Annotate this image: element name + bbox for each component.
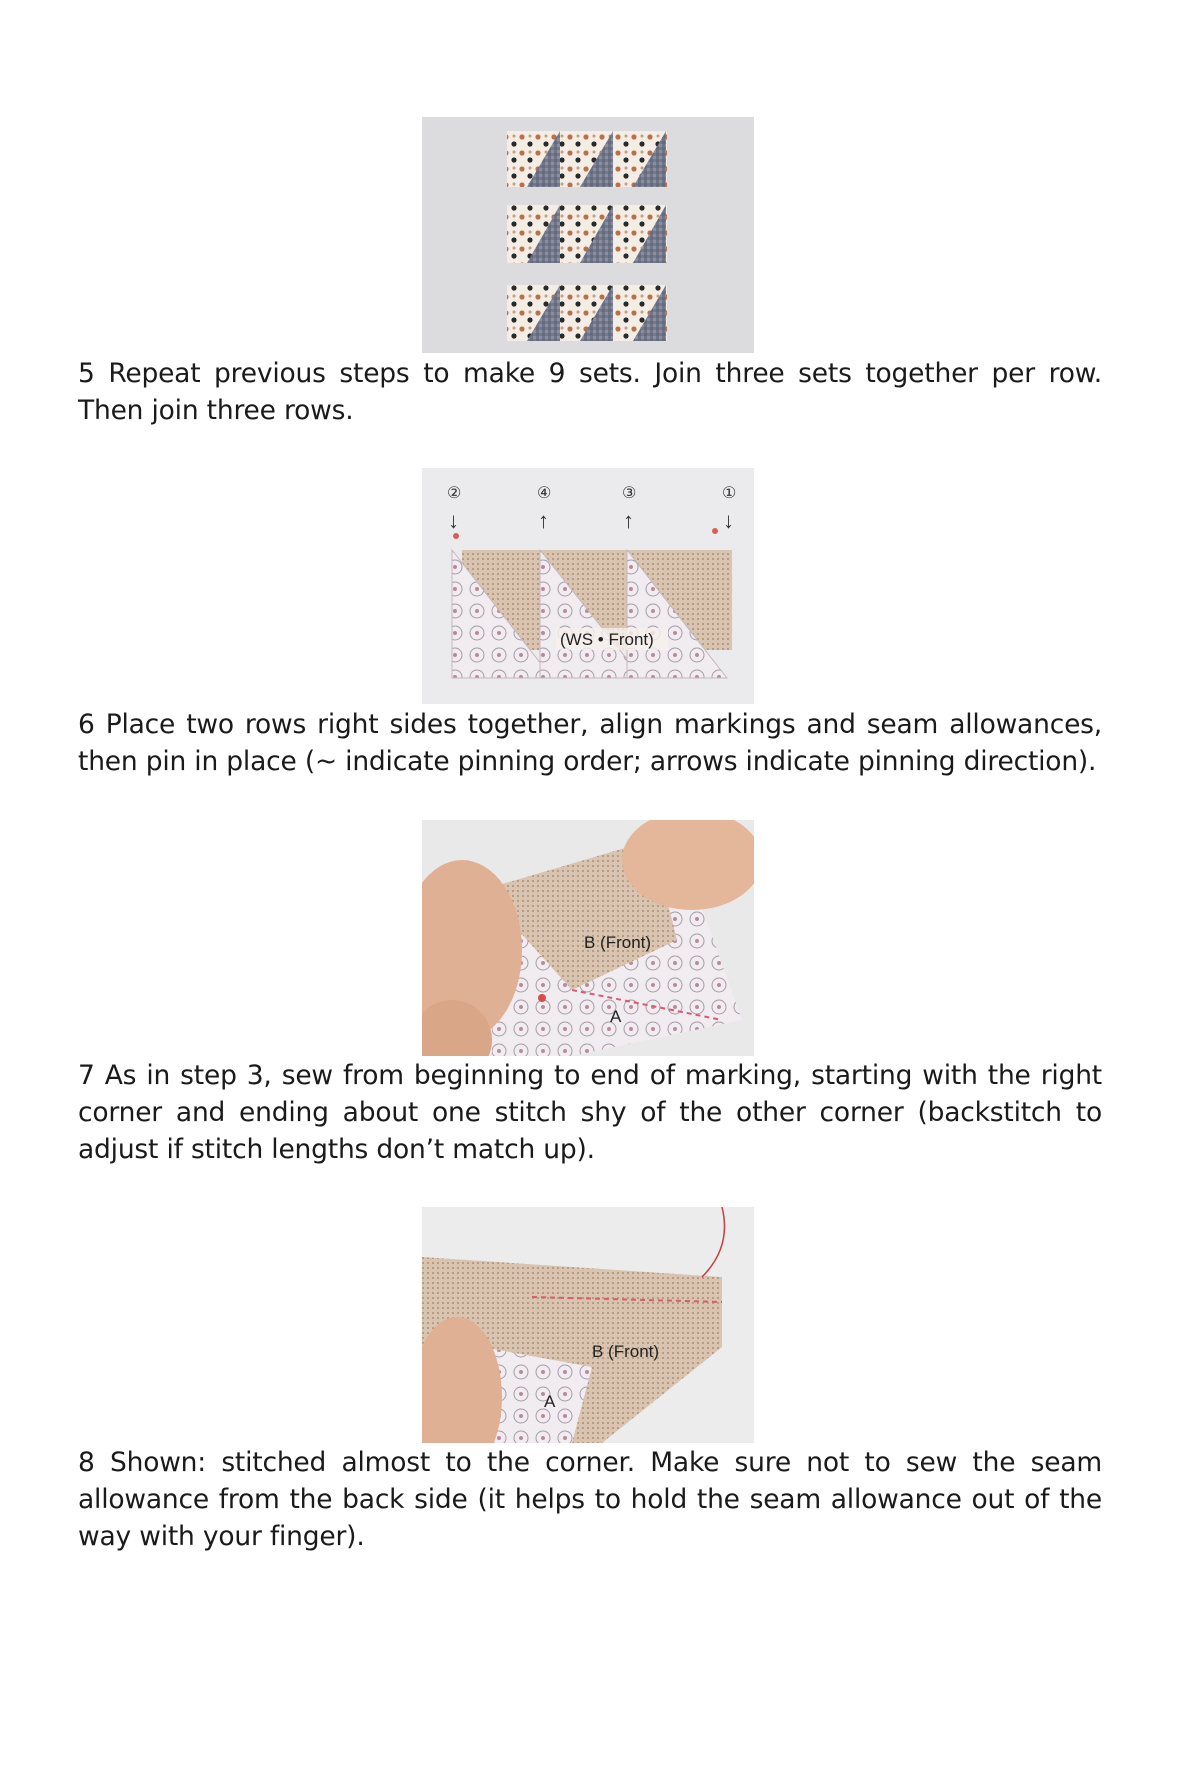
label-b-front: B (Front) — [592, 1342, 660, 1361]
label-a: A — [610, 1007, 622, 1026]
pin-order-3: ③ — [622, 485, 637, 502]
pin-arrow-up-icon: ↑ — [538, 508, 549, 533]
step-5-photo — [422, 117, 754, 353]
step-8-photo — [422, 1207, 754, 1443]
step-7-photo — [422, 820, 754, 1056]
step-6-text: 6 Place two rows right sides together, align markings and seam allowances, then pin in place (~ indicate pinning order; arrows indicate pinning direction). — [78, 709, 1102, 777]
pin-order-1: ① — [722, 485, 737, 502]
step-6-photo — [422, 468, 754, 704]
pin-arrow-down-icon: ↓ — [723, 508, 734, 533]
pin-order-2: ② — [447, 485, 462, 502]
pin-arrow-up-icon: ↑ — [623, 508, 634, 533]
photo-caption: (WS • Front) — [560, 630, 654, 649]
pin-arrow-down-icon: ↓ — [448, 508, 459, 533]
step-8-text: 8 Shown: stitched almost to the corner. Make sure not to sew the seam allowance from the back side (it helps to hold the seam allowance out of the way with your finger). — [78, 1447, 1102, 1552]
step-7-text: 7 As in step 3, sew from beginning to end of marking, starting with the right corner and ending about one stitch shy of the other corner (backstitch to adjust if stitch lengths don’t match up). — [78, 1060, 1102, 1165]
step-5-text: 5 Repeat previous steps to make 9 sets. Join three sets together per row. Then join three rows. — [78, 358, 1102, 426]
label-a: A — [544, 1392, 556, 1411]
pin-order-4: ④ — [537, 485, 552, 502]
label-b-front: B (Front) — [584, 933, 652, 952]
